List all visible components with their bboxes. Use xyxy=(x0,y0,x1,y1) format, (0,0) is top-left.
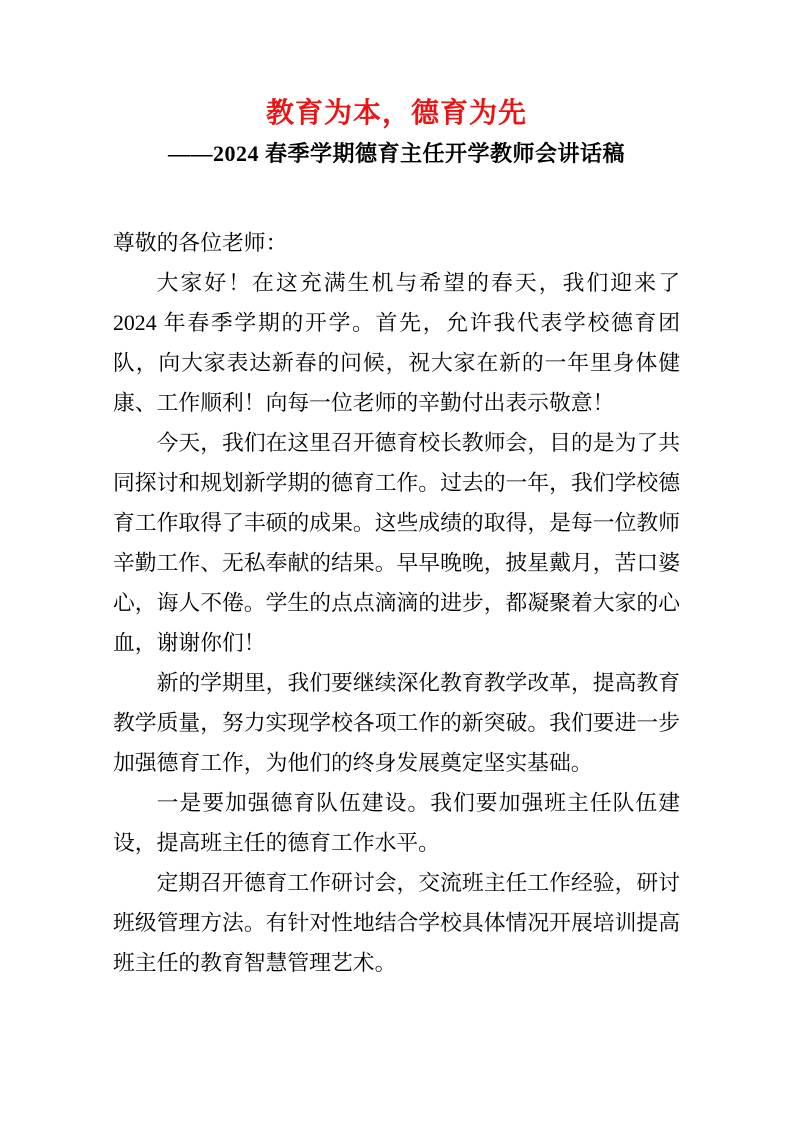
paragraph: 定期召开德育工作研讨会，交流班主任工作经验，研讨班级管理方法。有针对性地结合学校具体情况开展培训提高班主任的教育智慧管理艺术。 xyxy=(113,871,680,975)
paragraph: 新的学期里，我们要继续深化教育教学改革，提高教育教学质量，努力实现学校各项工作的新突破。我们要进一步加强德育工作，为他们的终身发展奠定坚实基础。 xyxy=(113,671,680,775)
paragraph: 大家好！在这充满生机与希望的春天，我们迎来了 2024 年春季学期的开学。首先，允许我代表学校德育团队，向大家表达新春的问候，祝大家在新的一年里身体健康、工作顺利！向每一位老师的辛勤付出表示敬意！ xyxy=(113,271,680,415)
document-title: 教育为本，德育为先 xyxy=(265,98,527,129)
document-body xyxy=(113,223,680,983)
document-subtitle: ——2024 春季学期德育主任开学教师会讲话稿 xyxy=(167,141,625,166)
paragraph: 一是要加强德育队伍建设。我们要加强班主任队伍建设，提高班主任的德育工作水平。 xyxy=(113,791,680,855)
paragraph: 尊敬的各位老师： xyxy=(113,231,288,255)
paragraph: 今天，我们在这里召开德育校长教师会，目的是为了共同探讨和规划新学期的德育工作。过去的一年，我们学校德育工作取得了丰硕的成果。这些成绩的取得，是每一位教师辛勤工作、无私奉献的结果。早早晚晚，披星戴月，苦口婆心，诲人不倦。学生的点点滴滴的进步，都凝聚着大家的心血，谢谢你们！ xyxy=(113,431,680,655)
